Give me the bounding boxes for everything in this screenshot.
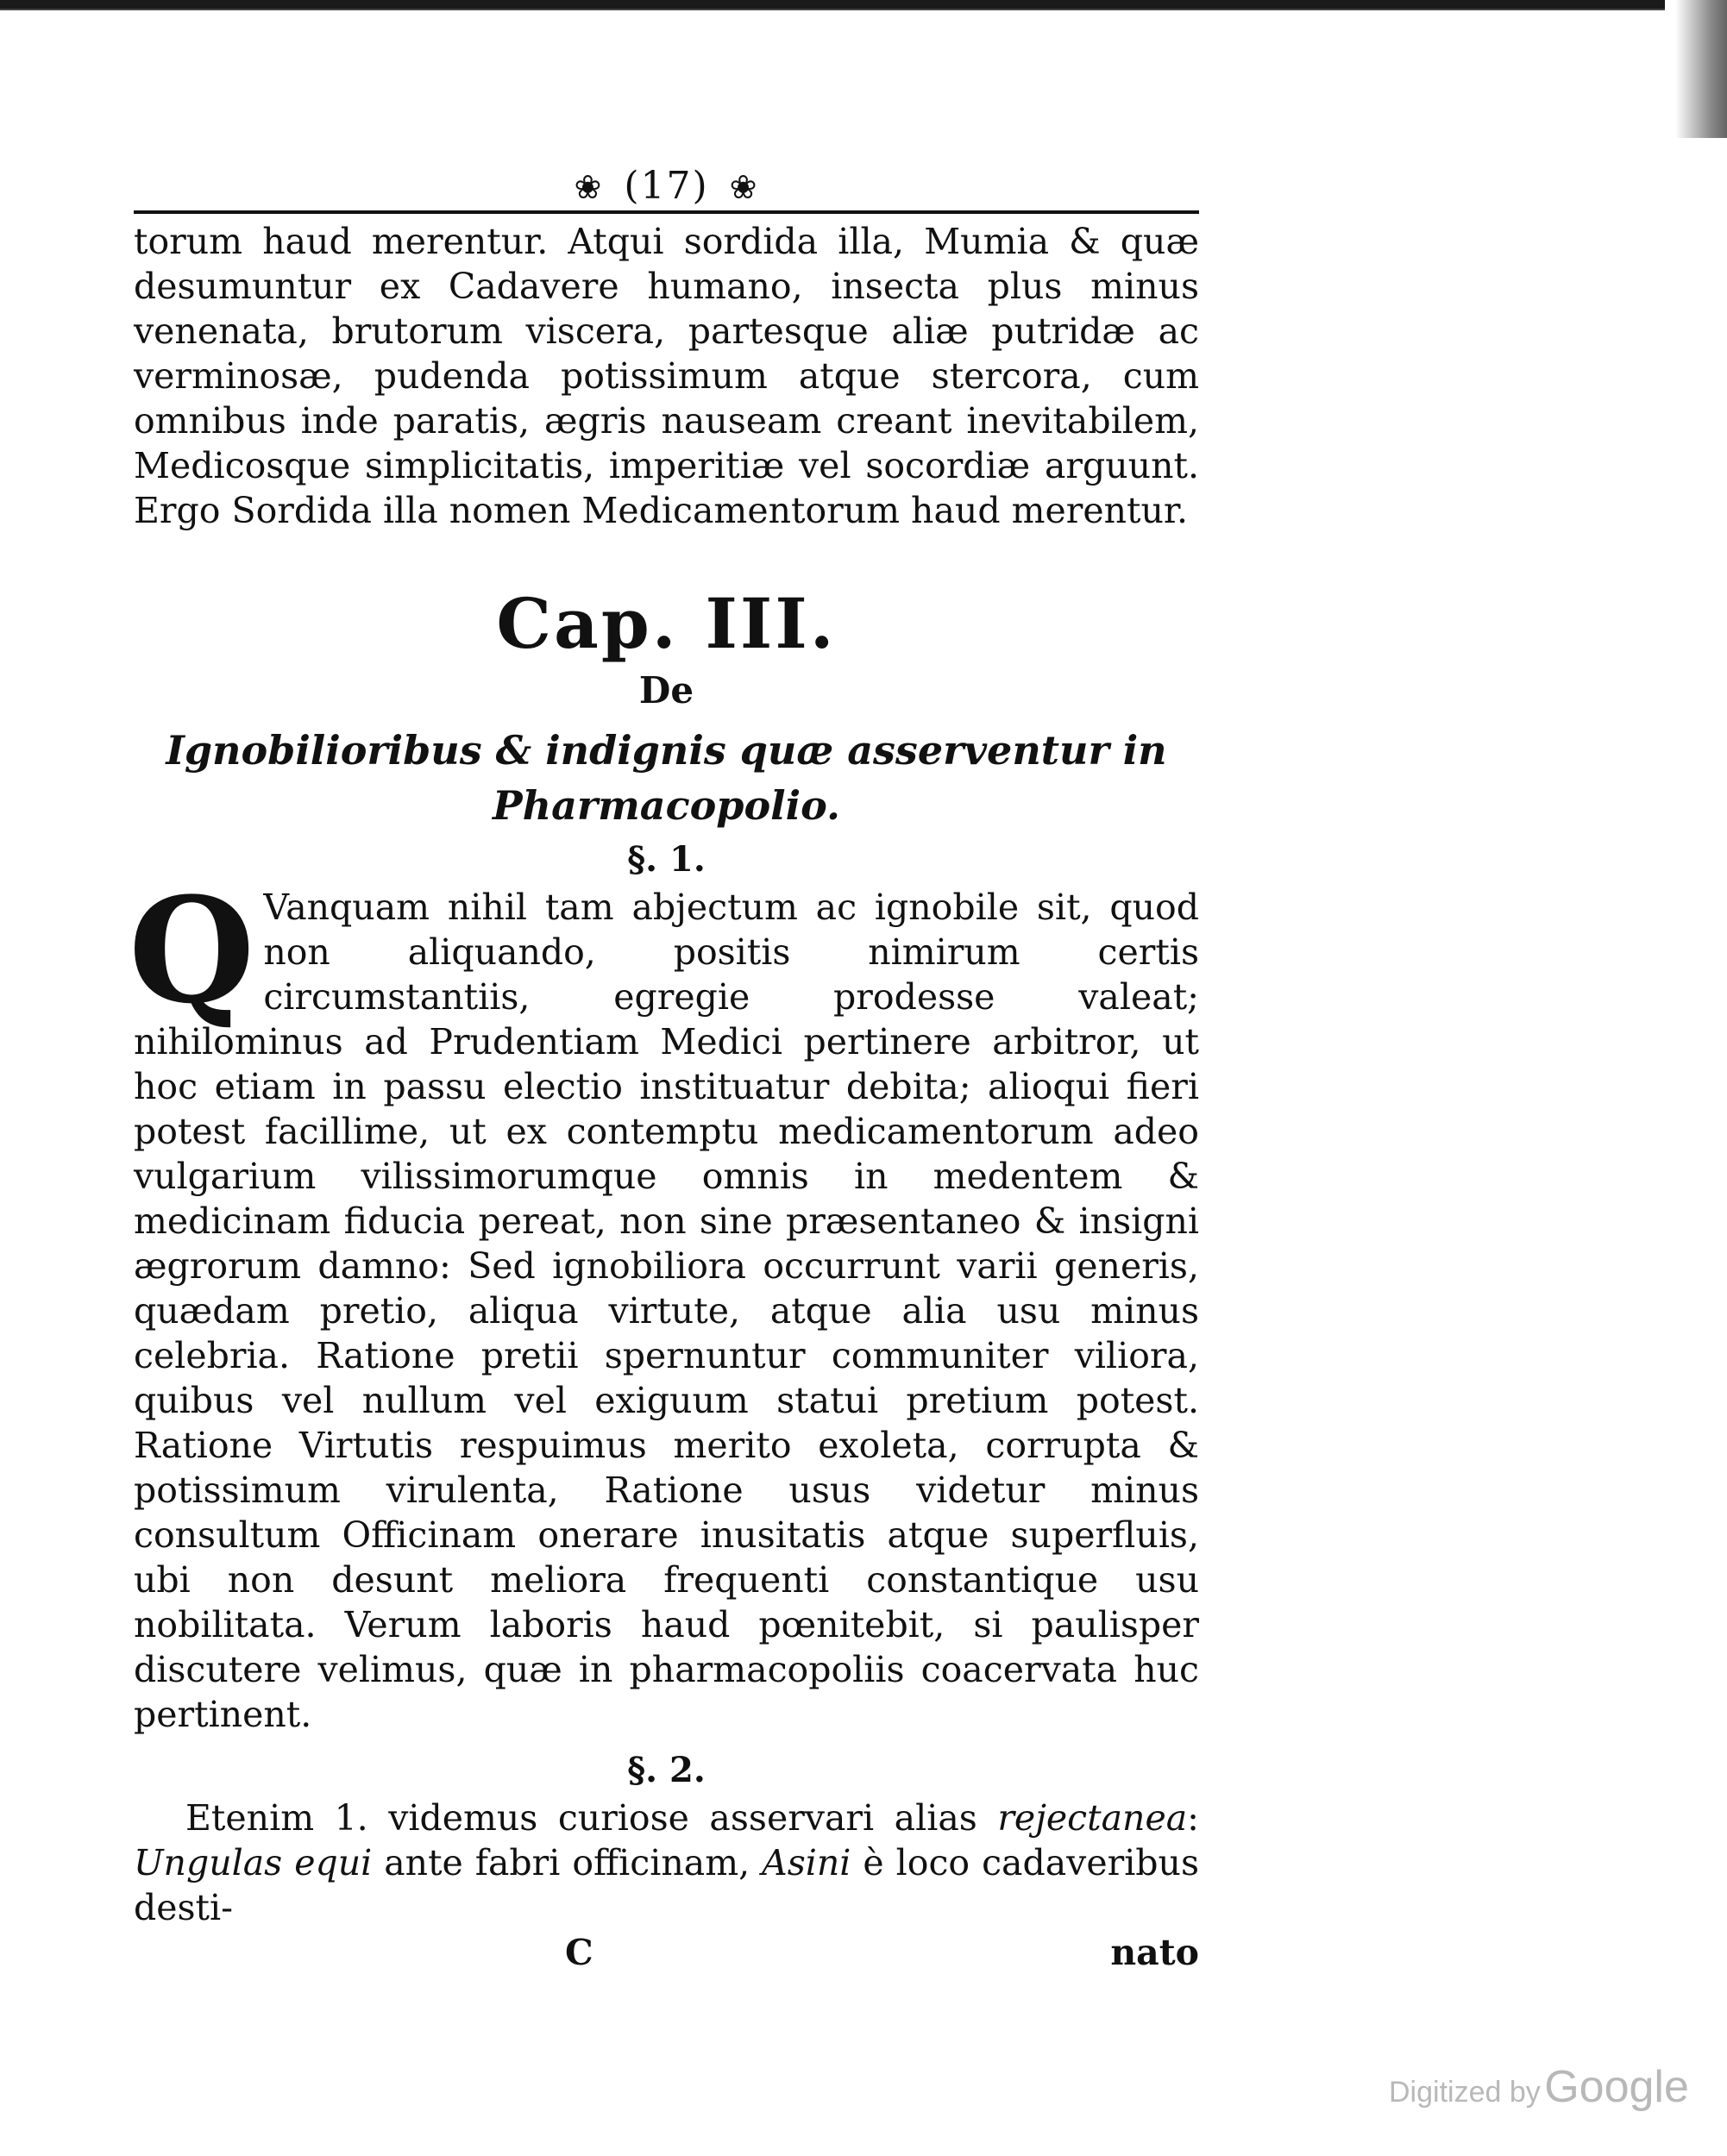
page-top-edge — [0, 0, 1665, 10]
section-2-italic-3: Asini — [762, 1842, 851, 1883]
section-2-paragraph — [134, 1796, 1199, 1930]
chapter-subtitle: Ignobilioribus & indignis quæ asserventur in Pharmacopolio. — [166, 727, 1167, 829]
chapter-title: Cap. III. — [496, 583, 837, 664]
book-page — [129, 164, 1200, 1975]
carry-over-paragraph: torum haud merentur. Atqui sordida illa, Mumia & quæ desumuntur ex Cadavere humano, insecta plus minus venenata, brutorum viscera, partesque aliæ putridæ ac verminosæ, pudenda potissimum atque stercora, cum omnibus inde paratis, ægris nauseam creant inevitabilem, Medicosque simplicitatis, imperitiæ vel socordiæ arguunt. Ergo Sordida illa nomen Medicamentorum haud merentur. — [134, 221, 1199, 531]
watermark-brand: Google — [1544, 2062, 1689, 2112]
drop-cap: Q — [129, 865, 255, 1036]
running-head — [134, 164, 1199, 209]
watermark-prefix: Digitized by — [1389, 2076, 1541, 2109]
section-1-text: Vanquam nihil tam abjectum ac ignobile sit, quod non aliquando, positis nimirum certis circumstantiis, egregie prodesse valeat; nihilominus ad Prudentiam Medici pertinere arbitror, ut hoc etiam in passu electio instituatur debita; alioqui fieri potest facillime, ut ex contemptu medicamentorum adeo vulgarium vilissimorumque omnis in medentem & medicinam fiducia pereat, non sine præsentaneo & insigni ægrorum damno: Sed ignobiliora occurrunt varii generis, quædam pretio, aliqua virtute, atque alia usu minus celebria. Ratione pretii spernuntur communiter viliora, quibus vel nullum vel exiguum statui pretium potest. Ratione Virtutis respuimus merito exoleta, corrupta & potissimum virulenta, Ratione usus videtur minus consultum Officinam onerare inusitatis atque superfluis, ubi non desunt meliora frequenti constantique usu nobilitata. Verum laboris haud pœnitebit, si paulisper discutere velimus, quæ in pharmacopoliis coacervata huc pertinent. — [134, 887, 1199, 1735]
section-mark-1: §. 1. — [627, 839, 706, 880]
section-1-paragraph — [129, 865, 1199, 1737]
ornament-right-icon: ❀ — [729, 168, 759, 206]
signature-mark: C — [565, 1932, 593, 1973]
section-2-italic-1: rejectanea — [997, 1797, 1188, 1839]
chapter-de: De — [638, 669, 694, 711]
section-2-italic-2: Ungulas equi — [134, 1842, 373, 1883]
page-footer — [134, 1930, 1199, 1975]
section-2-text-mid2: ante fabri officinam, — [372, 1842, 763, 1883]
page-edge-shadow — [1675, 0, 1727, 138]
head-rule — [134, 210, 1199, 214]
section-2-text-start: Etenim 1. videmus curiose asservari alias — [185, 1797, 998, 1839]
digitized-watermark — [1389, 2061, 1689, 2113]
section-2-text-mid: : — [1187, 1797, 1199, 1839]
section-2-text-end: è loco cadaveribus desti- — [134, 1842, 1200, 1928]
section-mark-2: §. 2. — [627, 1750, 706, 1790]
page-number: (17) — [624, 164, 709, 208]
ornament-left-icon: ❀ — [574, 168, 604, 206]
catchword: nato — [1110, 1932, 1199, 1973]
